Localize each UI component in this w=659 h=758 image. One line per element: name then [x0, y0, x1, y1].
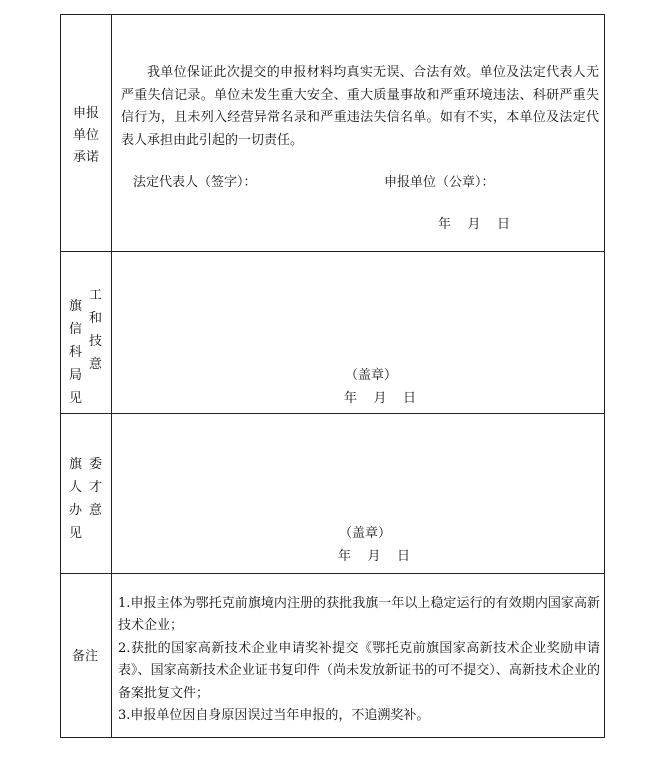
legal-representative-signature-label: 法定代表人（签字）： — [133, 175, 257, 190]
bureau-label-char: 局 — [69, 368, 83, 383]
talent-date: 年 月 日 — [338, 549, 411, 564]
talent-label-char: 旗 — [69, 457, 83, 472]
application-form-table — [60, 14, 605, 738]
remarks-item: 2.获批的国家高新技术企业申请奖补提交《鄂托克前旗国家高新技术企业奖励申请表》、国家高新技术企业证书复印件（尚未发放新证书的可不提交）、高新技术企业的备案批复文件； — [118, 640, 600, 701]
applicant-seal-label: 申报单位（公章）： — [384, 175, 495, 190]
remarks-row — [61, 574, 604, 737]
remarks-item: 1.申报主体为鄂托克前旗境内注册的获批我旗一年以上稳定运行的有效期内国家高新技术企业； — [118, 596, 600, 634]
bureau-seal-label: （盖章） — [345, 368, 398, 383]
talent-office-opinion-row — [61, 414, 604, 574]
talent-label-char: 才 — [89, 480, 103, 495]
pledge-label-line: 单位 — [73, 128, 100, 143]
remarks-list — [118, 593, 600, 727]
talent-label-cell — [61, 414, 112, 573]
pledge-label-line: 申报 — [73, 106, 100, 121]
talent-label-char: 意 — [89, 503, 103, 518]
talent-label-char: 见 — [69, 526, 83, 541]
talent-content — [112, 414, 604, 573]
bureau-label-char: 意 — [89, 357, 103, 372]
talent-seal-label: （盖章） — [339, 526, 392, 541]
remarks-label-cell — [61, 574, 112, 737]
bureau-label-char: 信 — [69, 322, 83, 337]
remarks-content — [112, 574, 604, 737]
bureau-label-cell — [61, 252, 112, 413]
bureau-label-char: 见 — [69, 391, 83, 406]
bureau-label-char: 和 — [89, 311, 103, 326]
bureau-label-char: 技 — [89, 334, 103, 349]
pledge-statement — [121, 62, 599, 152]
bureau-label-char: 旗 — [69, 299, 83, 314]
pledge-date: 年 月 日 — [438, 217, 511, 232]
bureau-label-char: 工 — [89, 288, 103, 303]
pledge-content — [112, 15, 604, 251]
bureau-opinion-row — [61, 252, 604, 414]
pledge-row — [61, 15, 604, 252]
talent-label-char: 委 — [89, 457, 103, 472]
pledge-text: 我单位保证此次提交的申报材料均真实无误、合法有效。单位及法定代表人无严重失信记录。单位未发生重大安全、重大质量事故和严重环境违法、科研严重失信行为，且未列入经营异常名录和严重违法失信名单。如有不实，本单位及法定代表人承担由此引起的一切责任。 — [121, 65, 599, 148]
talent-label-char: 人 — [69, 480, 83, 495]
pledge-label-cell — [61, 15, 112, 251]
bureau-label-char: 科 — [69, 345, 83, 360]
bureau-content — [112, 252, 604, 413]
remarks-item: 3.申报单位因自身原因误过当年申报的，不追溯奖补。 — [118, 708, 430, 724]
remarks-label: 备注 — [72, 649, 99, 664]
bureau-date: 年 月 日 — [344, 391, 417, 406]
pledge-label-line: 承诺 — [73, 150, 100, 165]
talent-label-char: 办 — [69, 503, 83, 518]
